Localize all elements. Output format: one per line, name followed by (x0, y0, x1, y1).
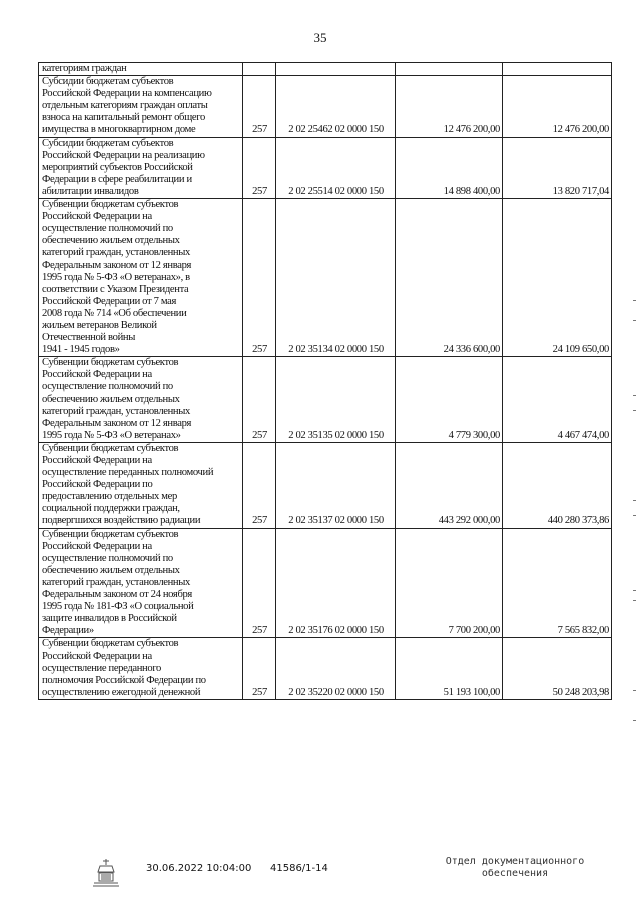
row-name-line: Субвенции бюджетам субъектов (42, 199, 179, 211)
row-name-line: обеспечению жильем отдельных (42, 235, 180, 247)
table-row (39, 137, 612, 198)
row-admin-code: 257 (243, 199, 276, 357)
scan-edge-marks (630, 0, 636, 905)
row-name-line: обеспечению жильем отдельных (42, 393, 180, 405)
row-name-line: осуществление переданных полномочий (42, 467, 214, 479)
row-name-line: 1941 - 1945 годов» (42, 344, 120, 356)
page-number: 35 (313, 30, 327, 45)
row-name-line: осуществлению ежегодной денежной (42, 686, 201, 698)
row-name-line: осуществление переданного (42, 662, 162, 674)
row-budget-code: 2 02 35137 02 0000 150 (276, 442, 396, 528)
row-budget-code: 2 02 35176 02 0000 150 (276, 528, 396, 638)
footer-dept-line: Отдел документационного (445, 856, 585, 867)
row-admin-code: 257 (243, 357, 276, 443)
row-name-line: подвергшихся воздействию радиации (42, 515, 201, 527)
row-amount-planned (396, 63, 503, 76)
row-admin-code: 257 (243, 137, 276, 198)
budget-table-body (39, 63, 612, 700)
row-amount-actual: 7 565 832,00 (503, 528, 612, 638)
row-name-line: отдельным категориям граждан оплаты (42, 100, 208, 112)
row-budget-code: 2 02 25462 02 0000 150 (276, 76, 396, 137)
row-name-line: Российской Федерации на (42, 540, 152, 552)
table-row (39, 63, 612, 76)
row-name-line: взноса на капитальный ремонт общего (42, 112, 205, 124)
row-name-line: Федерации» (42, 625, 94, 637)
row-name-line: Отечественной войны (42, 332, 135, 344)
row-name-line: осуществление полномочий по (42, 552, 173, 564)
row-amount-actual: 12 476 200,00 (503, 76, 612, 137)
row-name-line: Российской Федерации на (42, 455, 152, 466)
row-name-line: 1995 года № 5-ФЗ «О ветеранах» (42, 429, 181, 441)
row-name-line: Российской Федерации на (42, 369, 152, 381)
row-name-line: 2008 года № 714 «Об обеспечении (42, 307, 187, 319)
row-admin-code: 257 (243, 638, 276, 699)
row-amount-actual: 4 467 474,00 (503, 357, 612, 443)
row-amount-actual: 440 280 373,86 (503, 442, 612, 528)
row-amount-planned: 4 779 300,00 (396, 357, 503, 443)
row-name-line: осуществление полномочий по (42, 381, 173, 393)
row-name-cell (39, 199, 243, 357)
row-name-line: защите инвалидов в Российской (42, 613, 177, 625)
row-name-line: Субвенции бюджетам субъектов (42, 638, 179, 650)
table-row (39, 528, 612, 638)
page-footer (0, 852, 640, 902)
row-amount-actual: 24 109 650,00 (503, 199, 612, 357)
coat-of-arms-icon (90, 856, 122, 890)
row-name-line: обеспечению жильем отдельных (42, 564, 180, 576)
row-name-line: Российской Федерации на (42, 211, 152, 223)
row-name-line: Федеральным законом от 24 ноября (42, 589, 192, 601)
row-name-cell (39, 528, 243, 638)
row-amount-actual: 13 820 717,04 (503, 137, 612, 198)
table-row (39, 442, 612, 528)
row-admin-code: 257 (243, 76, 276, 137)
row-amount-planned: 51 193 100,00 (396, 638, 503, 699)
row-admin-code: 257 (243, 528, 276, 638)
row-name-line: Федерации в сфере реабилитации и (42, 173, 192, 185)
row-name-line: социальной поддержки граждан, (42, 503, 180, 515)
row-name-line: Федеральным законом от 12 января (42, 259, 192, 271)
row-name-line: предоставлению отдельных мер (42, 491, 177, 503)
row-name-line: осуществление полномочий по (42, 223, 173, 235)
row-budget-code (276, 63, 396, 76)
footer-date: 30.06.2022 10:04:00 (146, 863, 252, 874)
row-name-line: имущества в многоквартирном доме (42, 124, 196, 136)
row-name-line: Субвенции бюджетам субъектов (42, 528, 179, 540)
row-name-line: Российской Федерации от 7 мая (42, 295, 176, 307)
row-name-line: Федеральным законом от 12 января (42, 417, 192, 429)
row-amount-planned: 24 336 600,00 (396, 199, 503, 357)
row-name-line: 1995 года № 181-ФЗ «О социальной (42, 601, 194, 613)
row-budget-code: 2 02 35134 02 0000 150 (276, 199, 396, 357)
row-name-line: категорий граждан, установленных (42, 576, 190, 588)
row-name-line: жильем ветеранов Великой (42, 319, 157, 331)
row-name-line: Субвенции бюджетам субъектов (42, 442, 179, 454)
row-name-line: Субсидии бюджетам субъектов (42, 76, 174, 88)
footer-dept-line: обеспечения (481, 868, 549, 879)
row-name-line: Российской Федерации на (42, 650, 152, 662)
row-name-line: соответствии с Указом Президента (42, 283, 189, 295)
row-admin-code: 257 (243, 442, 276, 528)
table-row (39, 199, 612, 357)
row-name-line: категориям граждан (42, 63, 127, 74)
row-name-cell (39, 76, 243, 137)
row-name-cell (39, 63, 243, 76)
footer-doc-number: 41586/1-14 (270, 863, 328, 874)
row-name-line: Российской Федерации на компенсацию (42, 88, 212, 100)
row-name-line: Российской Федерации на реализацию (42, 149, 205, 161)
row-budget-code: 2 02 25514 02 0000 150 (276, 137, 396, 198)
row-budget-code: 2 02 35135 02 0000 150 (276, 357, 396, 443)
row-name-line: мероприятий субъектов Российской (42, 161, 193, 173)
row-name-line: Субвенции бюджетам субъектов (42, 357, 179, 369)
row-name-line: категорий граждан, установленных (42, 247, 190, 259)
row-amount-planned: 14 898 400,00 (396, 137, 503, 198)
row-name-line: категорий граждан, установленных (42, 405, 190, 417)
row-name-cell (39, 638, 243, 699)
table-row (39, 357, 612, 443)
table-row (39, 638, 612, 699)
table-row (39, 76, 612, 137)
row-amount-planned: 7 700 200,00 (396, 528, 503, 638)
row-admin-code (243, 63, 276, 76)
row-name-cell (39, 137, 243, 198)
row-amount-planned: 443 292 000,00 (396, 442, 503, 528)
row-name-line: абилитации инвалидов (42, 185, 139, 197)
row-amount-actual (503, 63, 612, 76)
budget-table (38, 62, 612, 700)
footer-department-stamp (440, 856, 590, 880)
row-amount-actual: 50 248 203,98 (503, 638, 612, 699)
row-budget-code: 2 02 35220 02 0000 150 (276, 638, 396, 699)
row-amount-planned: 12 476 200,00 (396, 76, 503, 137)
row-name-cell (39, 442, 243, 528)
row-name-line: 1995 года № 5-ФЗ «О ветеранах», в (42, 271, 190, 283)
row-name-line: полномочия Российской Федерации по (42, 674, 206, 686)
row-name-line: Российской Федерации по (42, 479, 153, 491)
row-name-cell (39, 357, 243, 443)
row-name-line: Субсидии бюджетам субъектов (42, 137, 174, 149)
